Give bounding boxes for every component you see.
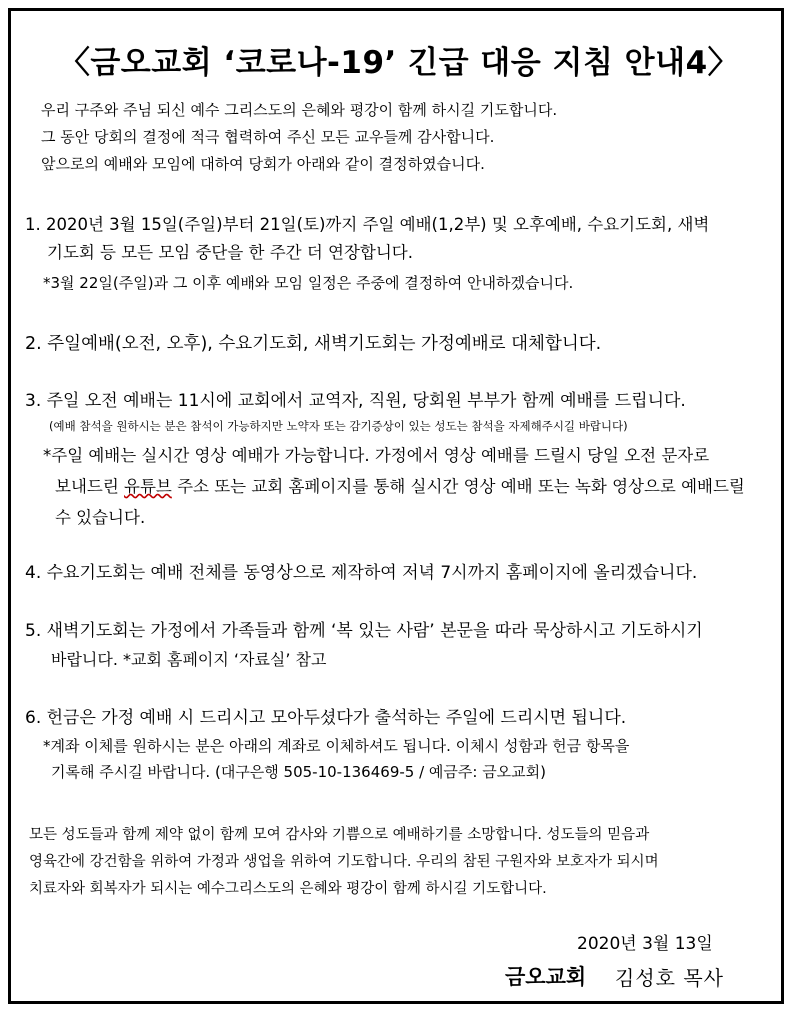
intro-line-1: 우리 구주와 주님 되신 예수 그리스도의 은혜와 평강이 함께 하시길 기도합니다. xyxy=(41,101,558,119)
closing-line-1: 모든 성도들과 함께 제약 없이 함께 모여 감사와 기쁨으로 예배하기를 소망합니다. 성도들의 믿음과 xyxy=(29,827,650,843)
item-5-line-2: 바랍니다. *교회 홈페이지 ‘자료실’ 참고 xyxy=(51,650,327,669)
item-3-note-line-2-pre: 보내드린 xyxy=(55,477,125,496)
item-1-line-2: 기도회 등 모든 모임 중단을 한 주간 더 연장합니다. xyxy=(47,243,413,262)
page-title: 〈금오교회 ‘코로나-19’ 긴급 대응 지침 안내4〉 xyxy=(58,45,740,81)
item-6-line-1: 6. 헌금은 가정 예배 시 드리시고 모아두셨다가 출석하는 주일에 드리시면 됩니다. xyxy=(25,708,627,728)
item-3-note-line-3: 수 있습니다. xyxy=(55,508,146,527)
item-6-note-line-2: 기록해 주시길 바랍니다. (대구은행 505-10-136469-5 / 예금주: 금오교회) xyxy=(51,763,547,781)
youtube-word: 유튜브 xyxy=(124,477,172,496)
closing-line-2: 영육간에 강건함을 위하여 가정과 생업을 위하여 기도합니다. 우리의 참된 구원자와 보호자가 되시며 xyxy=(29,854,659,870)
item-3-note-line-1: *주일 예배는 실시간 영상 예배가 가능합니다. 가정에서 영상 예배를 드릴시 당일 오전 문자로 xyxy=(43,446,710,465)
item-3-note-line-2 xyxy=(55,473,745,497)
notice-frame xyxy=(8,8,784,1004)
notice-date: 2020년 3월 13일 xyxy=(577,934,713,954)
item-5-line-1: 5. 새벽기도회는 가정에서 가족들과 함께 ‘복 있는 사람’ 본문을 따라 묵상하시고 기도하시기 xyxy=(25,621,703,641)
pastor-signature: 김성호 목사 xyxy=(615,966,724,990)
item-1-note: *3월 22일(주일)과 그 이후 예배와 모임 일정은 주중에 결정하여 안내하겠습니다. xyxy=(43,274,574,292)
item-1-line-1: 1. 2020년 3월 15일(주일)부터 21일(토)까지 주일 예배(1,2부) 및 오후예배, 수요기도회, 새벽 xyxy=(25,215,710,234)
item-2-line-1: 2. 주일예배(오전, 오후), 수요기도회, 새벽기도회는 가정예배로 대체합니다. xyxy=(25,334,602,354)
intro-line-3: 앞으로의 예배와 모임에 대하여 당회가 아래와 같이 결정하였습니다. xyxy=(41,155,485,173)
church-name: 금오교회 xyxy=(505,965,587,989)
intro-line-2: 그 동안 당회의 결정에 적극 협력하여 주신 모든 교우들께 감사합니다. xyxy=(41,128,495,146)
item-3-note-line-2-post: 주소 또는 교회 홈페이지를 통해 실시간 영상 예배 또는 녹화 영상으로 예배드릴 xyxy=(171,477,745,496)
item-3-line-1: 3. 주일 오전 예배는 11시에 교회에서 교역자, 직원, 당회원 부부가 함께 예배를 드립니다. xyxy=(25,391,686,411)
item-6-note-line-1: *계좌 이체를 원하시는 분은 아래의 계좌로 이체하셔도 됩니다. 이체시 성함과 헌금 항목을 xyxy=(43,737,630,755)
item-4-line-1: 4. 수요기도회는 예배 전체를 동영상으로 제작하여 저녁 7시까지 홈페이지에 올리겠습니다. xyxy=(25,563,698,583)
item-3-small-note: (예배 참석을 원하시는 분은 참석이 가능하지만 노약자 또는 감기증상이 있는 성도는 참석을 자제해주시길 바랍니다) xyxy=(49,419,628,433)
closing-line-3: 치료자와 회복자가 되시는 예수그리스도의 은혜와 평강이 함께 하시길 기도합니다. xyxy=(29,881,547,897)
